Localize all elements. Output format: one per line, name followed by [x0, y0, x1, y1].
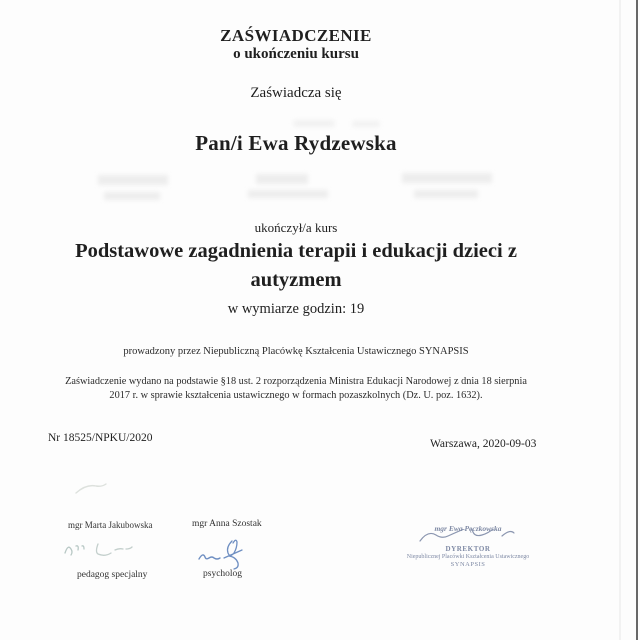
- redacted-personal-data: [104, 192, 160, 200]
- director-title: DYREKTOR: [445, 545, 491, 553]
- certificate-number: Nr 18525/NPKU/2020: [48, 432, 153, 444]
- redacted-personal-data: [402, 173, 492, 183]
- scan-smudge: [352, 121, 380, 127]
- certificate-title: ZAŚWIADCZENIE: [220, 26, 372, 45]
- place-and-date: Warszawa, 2020-09-03: [430, 438, 537, 450]
- course-title: [0, 237, 592, 295]
- scan-edge-light-line: [619, 0, 621, 640]
- handwritten-signature-2: [196, 538, 248, 570]
- signatory-role-1: pedagog specjalny: [77, 570, 148, 580]
- scan-edge-dark-line: [636, 0, 638, 640]
- legal-basis-paragraph: Zaświadczenie wydano na podstawie §18 ust. 2 rozporządzenia Ministra Edukacji Narodowej z dnia 18 sierpnia 2017 r. w sprawie kształcenia ustawicznego w formach pozaszkolnych (Dz. U. poz. 1632).: [65, 376, 527, 401]
- stamp-organization: Niepublicznej Placówki Kształcenia Ustawicznego: [406, 554, 530, 560]
- redacted-personal-data: [256, 174, 308, 184]
- recipient-name: Pan/i Ewa Rydzewska: [195, 131, 397, 155]
- director-stamp: [398, 524, 538, 568]
- redacted-personal-data: [414, 190, 478, 198]
- certify-text: Zaświadcza się: [250, 85, 342, 101]
- scan-smudge: [293, 120, 335, 127]
- completion-text: ukończył/a kurs: [254, 220, 338, 235]
- pencil-mark-artifact: [74, 481, 114, 497]
- signatory-name-1: mgr Marta Jakubowska: [68, 520, 153, 530]
- signatory-name-2: mgr Anna Szostak: [192, 519, 262, 529]
- redacted-personal-data: [98, 175, 168, 185]
- handwritten-signature-1: [62, 539, 142, 561]
- signatory-role-2: psycholog: [203, 569, 243, 579]
- director-name: mgr Ewa Pęczkowska: [434, 524, 502, 533]
- hours-text: w wymiarze godzin: 19: [227, 301, 365, 317]
- provider-text: prowadzony przez Niepubliczną Placówkę Kształcenia Ustawicznego SYNAPSIS: [123, 346, 469, 357]
- course-title-text: Podstawowe zagadnienia terapii i edukacji dzieci z autyzmem: [75, 240, 517, 291]
- stamp-organization-acronym: SYNAPSIS: [450, 561, 486, 568]
- legal-basis-text: [0, 375, 592, 402]
- handwritten-signature-director: [416, 529, 516, 547]
- redacted-personal-data: [248, 190, 328, 198]
- certificate-subtitle: o ukończeniu kursu: [233, 46, 359, 62]
